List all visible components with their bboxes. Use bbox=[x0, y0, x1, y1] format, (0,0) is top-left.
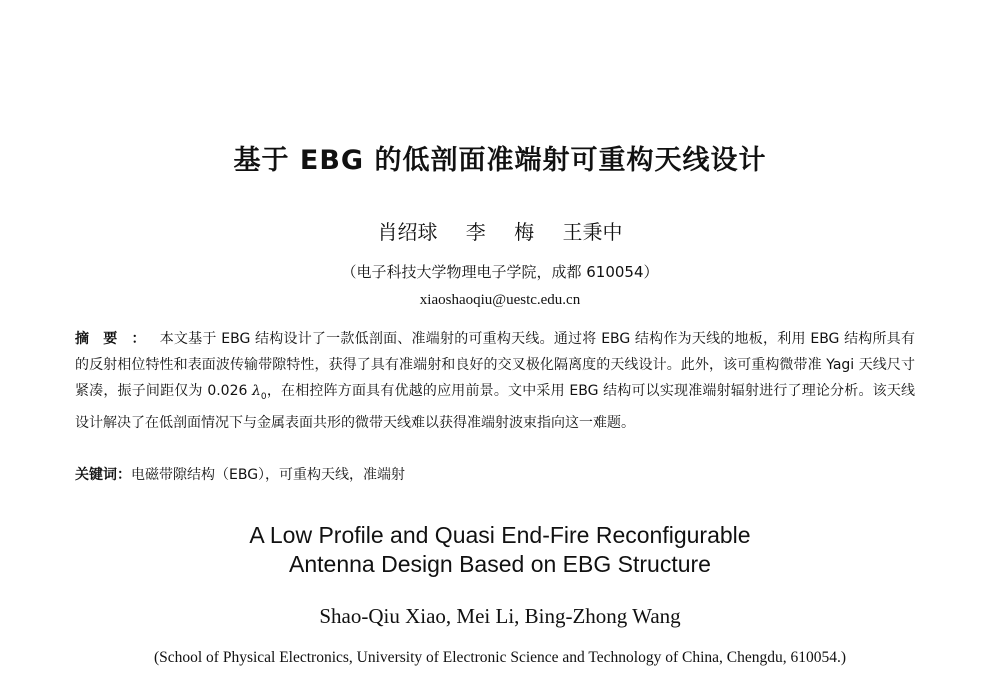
abstract-text-part2: ，在相控阵方面具有优越的应用前景。文中采用 EBG 结构可以实现准端射辐射进行了理论分析。该天线设计解决了在低剖面情况下与金属表面共形的微带天线难以获得准端射波束指向这一难题。 bbox=[75, 383, 916, 431]
chinese-keywords bbox=[75, 463, 915, 487]
lambda-symbol: λ bbox=[252, 383, 261, 399]
english-affiliation: (School of Physical Electronics, University of Electronic Science and Technology of China, Chengdu, 610054.) bbox=[153, 649, 847, 666]
english-title bbox=[0, 521, 1000, 579]
keywords-label: 关键词： bbox=[75, 467, 131, 483]
chinese-affiliation: （电子科技大学物理电子学院，成都 610054） bbox=[341, 263, 659, 281]
chinese-abstract bbox=[75, 326, 915, 436]
author-email: xiaoshaoqiu@uestc.edu.cn bbox=[419, 292, 581, 308]
chinese-authors: 肖绍球 李 梅 王秉中 bbox=[377, 220, 623, 244]
english-title-line1: A Low Profile and Quasi End-Fire Reconfigurable bbox=[249, 522, 751, 548]
lambda-subscript: 0 bbox=[260, 391, 267, 402]
abstract-label: 摘要： bbox=[75, 331, 160, 347]
abstract-text-part1: 本文基于 EBG 结构设计了一款低剖面、准端射的可重构天线。通过将 EBG 结构作为天线的地板，利用 EBG 结构所具有的反射相位特性和表面波传输带隙特性，获得了具有准端射和良好的交叉极化隔离度的天线设计。此外，该可重构微带准 Yagi 天线尺寸紧凑，振子间距仅为 0.026 bbox=[75, 331, 915, 399]
chinese-title: 基于 EBG 的低剖面准端射可重构天线设计 bbox=[233, 145, 767, 176]
english-title-line2: Antenna Design Based on EBG Structure bbox=[289, 551, 711, 577]
english-authors: Shao-Qiu Xiao, Mei Li, Bing-Zhong Wang bbox=[319, 604, 681, 628]
keywords-text: 电磁带隙结构（EBG），可重构天线，准端射 bbox=[131, 467, 406, 483]
